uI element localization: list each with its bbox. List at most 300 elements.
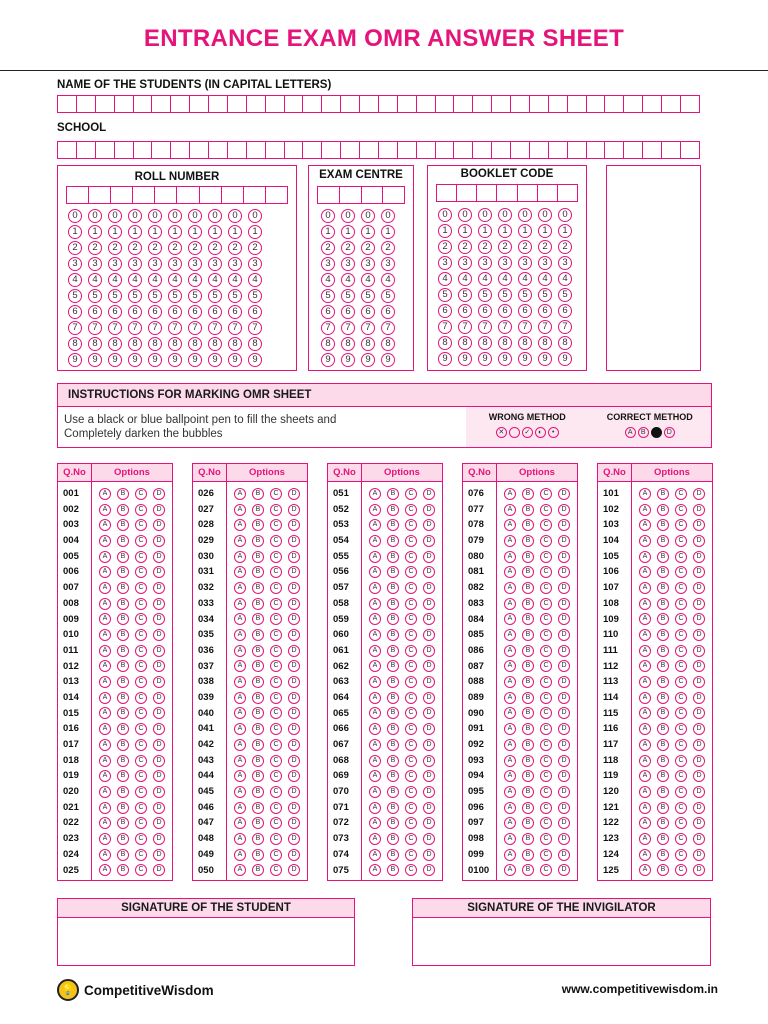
- option-bubble[interactable]: A: [234, 864, 246, 876]
- option-bubble[interactable]: B: [117, 551, 129, 563]
- option-bubble[interactable]: A: [369, 770, 381, 782]
- option-bubble[interactable]: C: [405, 598, 417, 610]
- option-bubble[interactable]: C: [135, 488, 147, 500]
- digit-bubble[interactable]: 2: [168, 241, 182, 255]
- option-bubble[interactable]: D: [558, 802, 570, 814]
- digit-bubble[interactable]: 0: [341, 209, 355, 223]
- char-cell[interactable]: [171, 142, 190, 158]
- option-bubble[interactable]: B: [522, 849, 534, 861]
- option-bubble[interactable]: C: [405, 739, 417, 751]
- option-bubble[interactable]: C: [540, 770, 552, 782]
- option-bubble[interactable]: C: [675, 660, 687, 672]
- char-cell[interactable]: [436, 142, 455, 158]
- option-bubble[interactable]: C: [135, 864, 147, 876]
- digit-bubble[interactable]: 3: [128, 257, 142, 271]
- option-bubble[interactable]: A: [99, 660, 111, 672]
- option-bubble[interactable]: A: [99, 629, 111, 641]
- digit-bubble[interactable]: 6: [208, 305, 222, 319]
- char-cell[interactable]: [454, 142, 473, 158]
- option-bubble[interactable]: B: [117, 770, 129, 782]
- option-bubble[interactable]: D: [288, 504, 300, 516]
- char-cell[interactable]: [266, 96, 285, 112]
- char-cell[interactable]: [511, 96, 530, 112]
- digit-bubble[interactable]: 5: [228, 289, 242, 303]
- option-bubble[interactable]: C: [405, 833, 417, 845]
- option-bubble[interactable]: C: [540, 551, 552, 563]
- digit-entry-cell[interactable]: [518, 185, 538, 201]
- char-cell[interactable]: [530, 96, 549, 112]
- digit-entry-cell[interactable]: [200, 187, 222, 203]
- digit-entry-cell[interactable]: [318, 187, 340, 203]
- option-bubble[interactable]: B: [387, 723, 399, 735]
- option-bubble[interactable]: A: [639, 566, 651, 578]
- char-cell[interactable]: [379, 96, 398, 112]
- option-bubble[interactable]: A: [234, 504, 246, 516]
- digit-bubble[interactable]: 6: [108, 305, 122, 319]
- option-bubble[interactable]: D: [693, 786, 705, 798]
- option-bubble[interactable]: C: [405, 582, 417, 594]
- option-bubble[interactable]: B: [117, 629, 129, 641]
- option-bubble[interactable]: A: [639, 770, 651, 782]
- option-bubble[interactable]: B: [657, 519, 669, 531]
- char-cell[interactable]: [77, 142, 96, 158]
- digit-bubble[interactable]: 0: [148, 209, 162, 223]
- digit-bubble[interactable]: 3: [538, 256, 552, 270]
- digit-bubble[interactable]: 8: [248, 337, 262, 351]
- digit-bubble[interactable]: 9: [498, 352, 512, 366]
- option-bubble[interactable]: A: [504, 613, 516, 625]
- option-bubble[interactable]: D: [693, 488, 705, 500]
- option-bubble[interactable]: A: [234, 692, 246, 704]
- option-bubble[interactable]: A: [369, 723, 381, 735]
- option-bubble[interactable]: D: [153, 817, 165, 829]
- option-bubble[interactable]: A: [504, 551, 516, 563]
- option-bubble[interactable]: B: [657, 645, 669, 657]
- option-bubble[interactable]: D: [153, 613, 165, 625]
- digit-bubble[interactable]: 1: [208, 225, 222, 239]
- char-cell[interactable]: [492, 142, 511, 158]
- digit-bubble[interactable]: 2: [518, 240, 532, 254]
- option-bubble[interactable]: B: [387, 739, 399, 751]
- digit-bubble[interactable]: 1: [518, 224, 532, 238]
- char-cell[interactable]: [681, 142, 699, 158]
- digit-bubble[interactable]: 6: [88, 305, 102, 319]
- digit-bubble[interactable]: 7: [458, 320, 472, 334]
- option-bubble[interactable]: D: [288, 676, 300, 688]
- option-bubble[interactable]: D: [153, 566, 165, 578]
- option-bubble[interactable]: A: [504, 864, 516, 876]
- digit-bubble[interactable]: 9: [518, 352, 532, 366]
- option-bubble[interactable]: B: [117, 864, 129, 876]
- digit-bubble[interactable]: 7: [321, 321, 335, 335]
- option-bubble[interactable]: B: [387, 629, 399, 641]
- digit-bubble[interactable]: 9: [188, 353, 202, 367]
- option-bubble[interactable]: C: [135, 645, 147, 657]
- option-bubble[interactable]: A: [99, 770, 111, 782]
- option-bubble[interactable]: A: [369, 535, 381, 547]
- digit-bubble[interactable]: 3: [498, 256, 512, 270]
- option-bubble[interactable]: A: [639, 598, 651, 610]
- digit-bubble[interactable]: 5: [538, 288, 552, 302]
- digit-entry-cell[interactable]: [266, 187, 287, 203]
- option-bubble[interactable]: D: [153, 786, 165, 798]
- digit-bubble[interactable]: 7: [248, 321, 262, 335]
- option-bubble[interactable]: B: [117, 645, 129, 657]
- digit-bubble[interactable]: 8: [168, 337, 182, 351]
- option-bubble[interactable]: C: [540, 582, 552, 594]
- option-bubble[interactable]: B: [387, 566, 399, 578]
- option-bubble[interactable]: A: [234, 660, 246, 672]
- digit-bubble[interactable]: 0: [228, 209, 242, 223]
- char-cell[interactable]: [624, 96, 643, 112]
- option-bubble[interactable]: B: [387, 598, 399, 610]
- digit-bubble[interactable]: 3: [361, 257, 375, 271]
- option-bubble[interactable]: C: [405, 660, 417, 672]
- digit-bubble[interactable]: 1: [228, 225, 242, 239]
- digit-bubble[interactable]: 7: [128, 321, 142, 335]
- option-bubble[interactable]: A: [369, 645, 381, 657]
- option-bubble[interactable]: D: [693, 629, 705, 641]
- digit-bubble[interactable]: 4: [478, 272, 492, 286]
- digit-bubble[interactable]: 2: [128, 241, 142, 255]
- digit-bubble[interactable]: 7: [341, 321, 355, 335]
- option-bubble[interactable]: A: [639, 676, 651, 688]
- digit-entry-cell[interactable]: [222, 187, 244, 203]
- option-bubble[interactable]: D: [693, 613, 705, 625]
- option-bubble[interactable]: B: [657, 551, 669, 563]
- char-cell[interactable]: [624, 142, 643, 158]
- option-bubble[interactable]: C: [540, 629, 552, 641]
- option-bubble[interactable]: B: [522, 551, 534, 563]
- option-bubble[interactable]: B: [117, 692, 129, 704]
- option-bubble[interactable]: C: [270, 692, 282, 704]
- digit-bubble[interactable]: 2: [108, 241, 122, 255]
- option-bubble[interactable]: A: [99, 864, 111, 876]
- digit-bubble[interactable]: 2: [228, 241, 242, 255]
- digit-bubble[interactable]: 4: [128, 273, 142, 287]
- digit-bubble[interactable]: 8: [321, 337, 335, 351]
- option-bubble[interactable]: A: [99, 488, 111, 500]
- option-bubble[interactable]: A: [234, 676, 246, 688]
- digit-bubble[interactable]: 4: [438, 272, 452, 286]
- option-bubble[interactable]: D: [693, 645, 705, 657]
- digit-entry-cell[interactable]: [340, 187, 362, 203]
- option-bubble[interactable]: C: [135, 770, 147, 782]
- option-bubble[interactable]: A: [369, 629, 381, 641]
- digit-bubble[interactable]: 1: [248, 225, 262, 239]
- option-bubble[interactable]: B: [252, 723, 264, 735]
- digit-bubble[interactable]: 3: [558, 256, 572, 270]
- option-bubble[interactable]: C: [405, 535, 417, 547]
- option-bubble[interactable]: B: [657, 504, 669, 516]
- option-bubble[interactable]: A: [504, 786, 516, 798]
- digit-bubble[interactable]: 1: [88, 225, 102, 239]
- digit-bubble[interactable]: 1: [438, 224, 452, 238]
- option-bubble[interactable]: C: [540, 755, 552, 767]
- digit-bubble[interactable]: 1: [108, 225, 122, 239]
- option-bubble[interactable]: A: [234, 707, 246, 719]
- option-bubble[interactable]: D: [423, 551, 435, 563]
- option-bubble[interactable]: D: [153, 645, 165, 657]
- digit-bubble[interactable]: 9: [558, 352, 572, 366]
- digit-entry-cell[interactable]: [67, 187, 89, 203]
- option-bubble[interactable]: C: [270, 723, 282, 735]
- option-bubble[interactable]: C: [675, 849, 687, 861]
- digit-bubble[interactable]: 7: [381, 321, 395, 335]
- option-bubble[interactable]: B: [657, 755, 669, 767]
- option-bubble[interactable]: A: [234, 645, 246, 657]
- option-bubble[interactable]: C: [135, 598, 147, 610]
- option-bubble[interactable]: C: [405, 488, 417, 500]
- option-bubble[interactable]: B: [522, 770, 534, 782]
- digit-bubble[interactable]: 0: [248, 209, 262, 223]
- digit-bubble[interactable]: 6: [538, 304, 552, 318]
- digit-bubble[interactable]: 3: [148, 257, 162, 271]
- digit-bubble[interactable]: 7: [518, 320, 532, 334]
- digit-bubble[interactable]: 2: [321, 241, 335, 255]
- digit-bubble[interactable]: 0: [498, 208, 512, 222]
- option-bubble[interactable]: B: [117, 660, 129, 672]
- option-bubble[interactable]: B: [117, 833, 129, 845]
- option-bubble[interactable]: D: [288, 833, 300, 845]
- digit-bubble[interactable]: 7: [68, 321, 82, 335]
- option-bubble[interactable]: A: [504, 817, 516, 829]
- option-bubble[interactable]: D: [153, 770, 165, 782]
- option-bubble[interactable]: B: [387, 864, 399, 876]
- char-cell[interactable]: [209, 96, 228, 112]
- option-bubble[interactable]: B: [522, 519, 534, 531]
- digit-entry-cell[interactable]: [133, 187, 155, 203]
- option-bubble[interactable]: A: [234, 566, 246, 578]
- option-bubble[interactable]: A: [639, 645, 651, 657]
- option-bubble[interactable]: B: [252, 692, 264, 704]
- digit-bubble[interactable]: 1: [321, 225, 335, 239]
- option-bubble[interactable]: A: [639, 488, 651, 500]
- digit-bubble[interactable]: 1: [188, 225, 202, 239]
- option-bubble[interactable]: D: [423, 723, 435, 735]
- option-bubble[interactable]: A: [639, 551, 651, 563]
- option-bubble[interactable]: C: [135, 504, 147, 516]
- option-bubble[interactable]: C: [135, 551, 147, 563]
- option-bubble[interactable]: D: [423, 582, 435, 594]
- digit-bubble[interactable]: 7: [478, 320, 492, 334]
- option-bubble[interactable]: D: [153, 692, 165, 704]
- option-bubble[interactable]: A: [504, 660, 516, 672]
- option-bubble[interactable]: A: [504, 770, 516, 782]
- option-bubble[interactable]: C: [540, 613, 552, 625]
- option-bubble[interactable]: A: [234, 817, 246, 829]
- digit-bubble[interactable]: 0: [321, 209, 335, 223]
- option-bubble[interactable]: D: [423, 802, 435, 814]
- option-bubble[interactable]: D: [423, 755, 435, 767]
- digit-bubble[interactable]: 8: [478, 336, 492, 350]
- digit-bubble[interactable]: 5: [68, 289, 82, 303]
- option-bubble[interactable]: D: [423, 629, 435, 641]
- digit-entry-cell[interactable]: [111, 187, 133, 203]
- option-bubble[interactable]: D: [288, 629, 300, 641]
- digit-bubble[interactable]: 2: [88, 241, 102, 255]
- option-bubble[interactable]: D: [423, 770, 435, 782]
- option-bubble[interactable]: A: [99, 598, 111, 610]
- digit-bubble[interactable]: 1: [558, 224, 572, 238]
- option-bubble[interactable]: C: [270, 613, 282, 625]
- option-bubble[interactable]: A: [234, 488, 246, 500]
- option-bubble[interactable]: A: [99, 519, 111, 531]
- digit-bubble[interactable]: 3: [248, 257, 262, 271]
- digit-bubble[interactable]: 1: [341, 225, 355, 239]
- option-bubble[interactable]: B: [252, 770, 264, 782]
- option-bubble[interactable]: A: [504, 535, 516, 547]
- option-bubble[interactable]: B: [522, 645, 534, 657]
- option-bubble[interactable]: B: [252, 551, 264, 563]
- option-bubble[interactable]: A: [639, 849, 651, 861]
- option-bubble[interactable]: B: [387, 802, 399, 814]
- digit-bubble[interactable]: 8: [538, 336, 552, 350]
- option-bubble[interactable]: D: [558, 629, 570, 641]
- digit-bubble[interactable]: 6: [228, 305, 242, 319]
- option-bubble[interactable]: D: [558, 723, 570, 735]
- option-bubble[interactable]: C: [405, 755, 417, 767]
- digit-bubble[interactable]: 8: [458, 336, 472, 350]
- option-bubble[interactable]: C: [540, 849, 552, 861]
- option-bubble[interactable]: A: [369, 613, 381, 625]
- digit-bubble[interactable]: 3: [168, 257, 182, 271]
- option-bubble[interactable]: D: [693, 770, 705, 782]
- option-bubble[interactable]: D: [288, 488, 300, 500]
- digit-bubble[interactable]: 2: [188, 241, 202, 255]
- option-bubble[interactable]: B: [522, 660, 534, 672]
- option-bubble[interactable]: B: [522, 504, 534, 516]
- char-cell[interactable]: [285, 142, 304, 158]
- option-bubble[interactable]: C: [270, 551, 282, 563]
- digit-bubble[interactable]: 3: [108, 257, 122, 271]
- digit-bubble[interactable]: 5: [558, 288, 572, 302]
- option-bubble[interactable]: C: [135, 707, 147, 719]
- option-bubble[interactable]: B: [252, 707, 264, 719]
- char-cell[interactable]: [360, 142, 379, 158]
- option-bubble[interactable]: D: [558, 488, 570, 500]
- digit-bubble[interactable]: 8: [148, 337, 162, 351]
- option-bubble[interactable]: A: [639, 864, 651, 876]
- option-bubble[interactable]: A: [639, 817, 651, 829]
- digit-bubble[interactable]: 0: [518, 208, 532, 222]
- option-bubble[interactable]: D: [153, 551, 165, 563]
- digit-bubble[interactable]: 4: [228, 273, 242, 287]
- option-bubble[interactable]: C: [675, 551, 687, 563]
- digit-bubble[interactable]: 8: [381, 337, 395, 351]
- option-bubble[interactable]: C: [675, 739, 687, 751]
- digit-bubble[interactable]: 5: [128, 289, 142, 303]
- option-bubble[interactable]: C: [270, 755, 282, 767]
- option-bubble[interactable]: A: [504, 723, 516, 735]
- option-bubble[interactable]: D: [153, 833, 165, 845]
- digit-entry-cell[interactable]: [437, 185, 457, 201]
- option-bubble[interactable]: A: [639, 723, 651, 735]
- digit-bubble[interactable]: 8: [438, 336, 452, 350]
- char-cell[interactable]: [587, 96, 606, 112]
- option-bubble[interactable]: B: [387, 645, 399, 657]
- option-bubble[interactable]: B: [117, 598, 129, 610]
- option-bubble[interactable]: A: [99, 723, 111, 735]
- option-bubble[interactable]: A: [369, 566, 381, 578]
- digit-bubble[interactable]: 4: [341, 273, 355, 287]
- digit-bubble[interactable]: 3: [381, 257, 395, 271]
- digit-bubble[interactable]: 1: [361, 225, 375, 239]
- digit-bubble[interactable]: 1: [68, 225, 82, 239]
- option-bubble[interactable]: D: [288, 582, 300, 594]
- digit-bubble[interactable]: 6: [458, 304, 472, 318]
- option-bubble[interactable]: B: [522, 723, 534, 735]
- option-bubble[interactable]: D: [153, 864, 165, 876]
- option-bubble[interactable]: A: [639, 629, 651, 641]
- option-bubble[interactable]: B: [387, 582, 399, 594]
- option-bubble[interactable]: C: [135, 660, 147, 672]
- option-bubble[interactable]: A: [99, 676, 111, 688]
- option-bubble[interactable]: B: [522, 613, 534, 625]
- digit-bubble[interactable]: 7: [538, 320, 552, 334]
- option-bubble[interactable]: A: [99, 504, 111, 516]
- digit-bubble[interactable]: 6: [518, 304, 532, 318]
- option-bubble[interactable]: B: [522, 864, 534, 876]
- digit-bubble[interactable]: 0: [478, 208, 492, 222]
- option-bubble[interactable]: C: [270, 598, 282, 610]
- digit-bubble[interactable]: 8: [498, 336, 512, 350]
- option-bubble[interactable]: B: [252, 786, 264, 798]
- digit-entry-cell[interactable]: [244, 187, 266, 203]
- digit-bubble[interactable]: 0: [381, 209, 395, 223]
- option-bubble[interactable]: D: [288, 535, 300, 547]
- option-bubble[interactable]: A: [369, 755, 381, 767]
- char-cell[interactable]: [398, 142, 417, 158]
- char-cell[interactable]: [587, 142, 606, 158]
- digit-bubble[interactable]: 5: [498, 288, 512, 302]
- digit-bubble[interactable]: 7: [188, 321, 202, 335]
- student-signature-box[interactable]: [57, 898, 355, 966]
- option-bubble[interactable]: A: [99, 613, 111, 625]
- char-cell[interactable]: [134, 142, 153, 158]
- option-bubble[interactable]: D: [288, 519, 300, 531]
- digit-bubble[interactable]: 0: [68, 209, 82, 223]
- digit-bubble[interactable]: 9: [168, 353, 182, 367]
- digit-bubble[interactable]: 9: [341, 353, 355, 367]
- digit-bubble[interactable]: 7: [558, 320, 572, 334]
- option-bubble[interactable]: D: [423, 707, 435, 719]
- option-bubble[interactable]: D: [693, 692, 705, 704]
- digit-bubble[interactable]: 7: [361, 321, 375, 335]
- option-bubble[interactable]: A: [504, 755, 516, 767]
- exam-centre-entry[interactable]: [317, 186, 405, 204]
- invigilator-signature-box[interactable]: [412, 898, 711, 966]
- option-bubble[interactable]: A: [234, 613, 246, 625]
- option-bubble[interactable]: C: [540, 864, 552, 876]
- option-bubble[interactable]: D: [558, 535, 570, 547]
- digit-bubble[interactable]: 9: [108, 353, 122, 367]
- digit-bubble[interactable]: 6: [438, 304, 452, 318]
- option-bubble[interactable]: C: [540, 739, 552, 751]
- option-bubble[interactable]: B: [117, 488, 129, 500]
- option-bubble[interactable]: D: [558, 817, 570, 829]
- option-bubble[interactable]: C: [540, 817, 552, 829]
- digit-entry-cell[interactable]: [538, 185, 558, 201]
- option-bubble[interactable]: A: [639, 786, 651, 798]
- school-field[interactable]: [57, 141, 700, 159]
- option-bubble[interactable]: B: [657, 817, 669, 829]
- char-cell[interactable]: [96, 96, 115, 112]
- option-bubble[interactable]: D: [558, 645, 570, 657]
- digit-bubble[interactable]: 5: [168, 289, 182, 303]
- option-bubble[interactable]: C: [405, 786, 417, 798]
- option-bubble[interactable]: B: [117, 566, 129, 578]
